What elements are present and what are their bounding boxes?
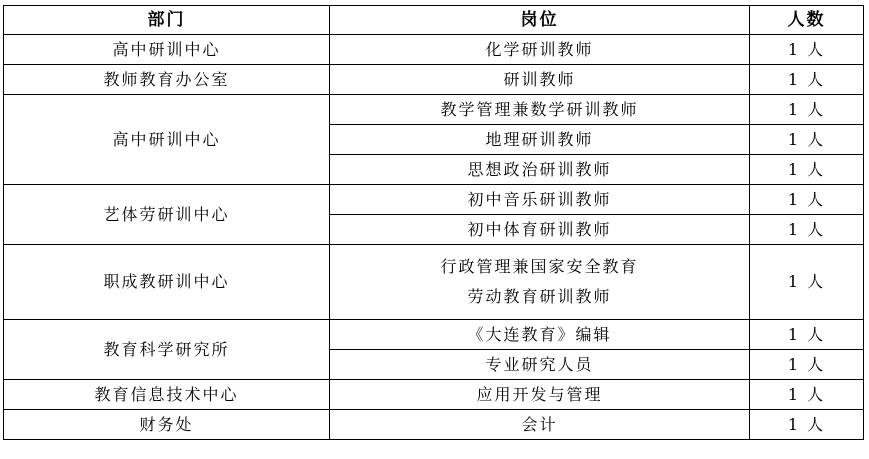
count-cell: 1 人 (750, 215, 864, 245)
position-cell: 初中体育研训教师 (330, 215, 750, 245)
department-cell: 职成教研训中心 (4, 245, 330, 320)
table-row (4, 95, 864, 125)
count-cell: 1 人 (750, 155, 864, 185)
count-cell: 1 人 (750, 35, 864, 65)
recruitment-table (3, 5, 864, 440)
count-cell: 1 人 (750, 350, 864, 380)
department-cell: 教育信息技术中心 (4, 380, 330, 410)
position-cell: 思想政治研训教师 (330, 155, 750, 185)
header-department: 部门 (4, 6, 330, 35)
table-row (4, 185, 864, 215)
count-cell: 1 人 (750, 380, 864, 410)
position-cell (330, 245, 750, 320)
position-cell: 初中音乐研训教师 (330, 185, 750, 215)
department-cell: 艺体劳研训中心 (4, 185, 330, 245)
table-row (4, 410, 864, 440)
position-line: 劳动教育研训教师 (467, 287, 612, 306)
department-cell: 高中研训中心 (4, 35, 330, 65)
department-cell: 财务处 (4, 410, 330, 440)
department-cell: 高中研训中心 (4, 95, 330, 185)
count-cell: 1 人 (750, 320, 864, 350)
position-line: 行政管理兼国家安全教育 (440, 257, 639, 276)
header-position: 岗位 (330, 6, 750, 35)
count-cell: 1 人 (750, 65, 864, 95)
department-cell: 教育科学研究所 (4, 320, 330, 380)
table-row (4, 35, 864, 65)
count-cell: 1 人 (750, 95, 864, 125)
position-cell: 教学管理兼数学研训教师 (330, 95, 750, 125)
header-count: 人数 (750, 6, 864, 35)
position-cell: 地理研训教师 (330, 125, 750, 155)
table-row (4, 245, 864, 320)
position-cell: 专业研究人员 (330, 350, 750, 380)
count-cell: 1 人 (750, 245, 864, 320)
count-cell: 1 人 (750, 410, 864, 440)
count-cell: 1 人 (750, 185, 864, 215)
department-cell: 教师教育办公室 (4, 65, 330, 95)
table-row (4, 380, 864, 410)
position-cell: 会计 (330, 410, 750, 440)
position-cell: 研训教师 (330, 65, 750, 95)
table-row (4, 320, 864, 350)
count-cell: 1 人 (750, 125, 864, 155)
table-row (4, 65, 864, 95)
position-cell: 化学研训教师 (330, 35, 750, 65)
position-cell: 《大连教育》编辑 (330, 320, 750, 350)
position-cell: 应用开发与管理 (330, 380, 750, 410)
header-row (4, 6, 864, 35)
